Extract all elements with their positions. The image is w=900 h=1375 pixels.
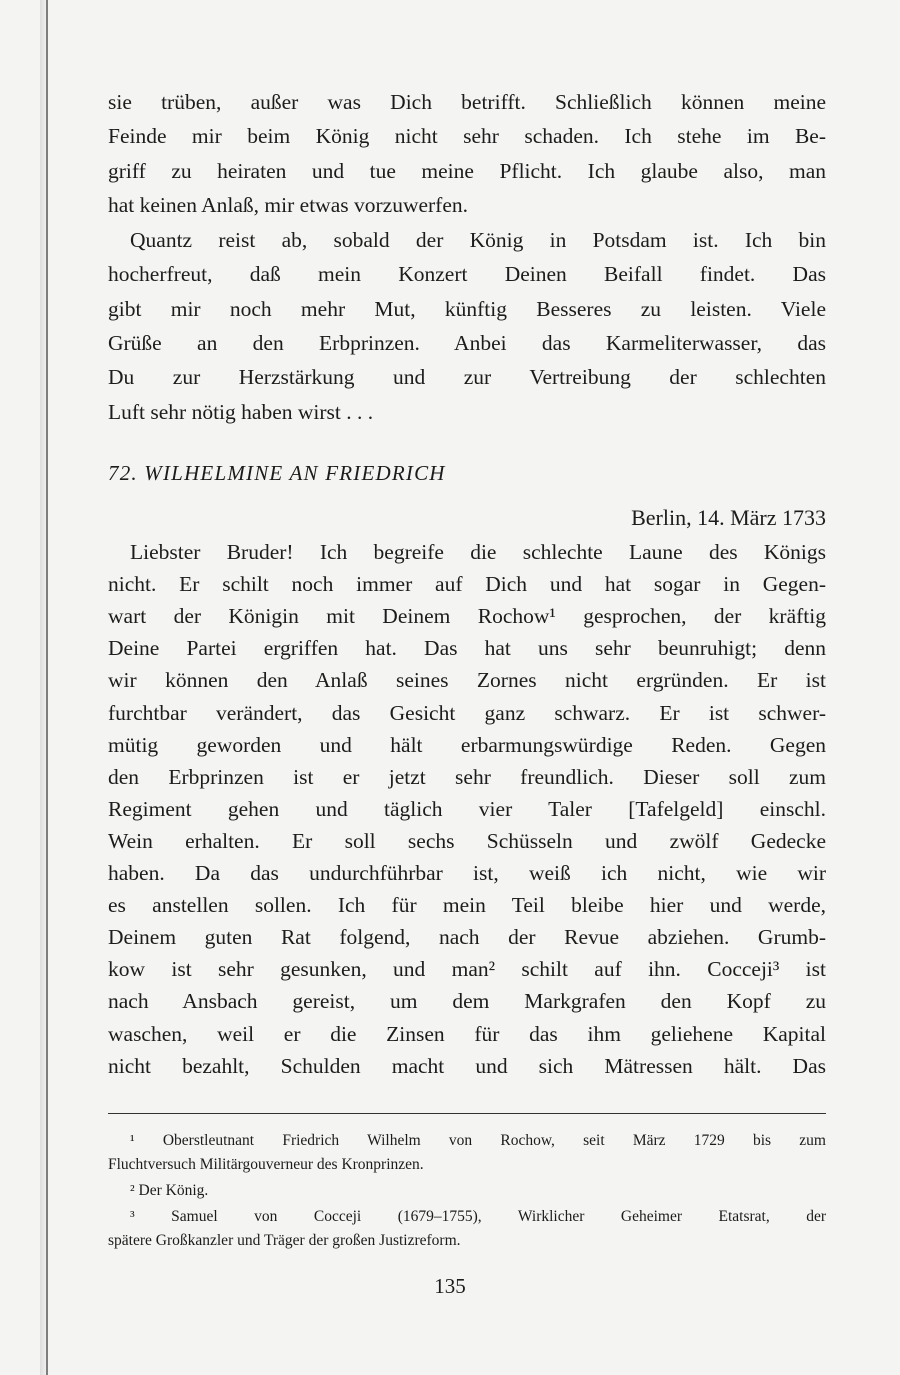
letter-line: furchtbar verändert, das Gesicht ganz schwarz. Er ist schwer- bbox=[108, 700, 826, 725]
text-line: griff zu heiraten und tue meine Pflicht. Ich glaube also, man bbox=[108, 158, 826, 183]
text-line: Grüße an den Erbprinzen. Anbei das Karmeliterwasser, das bbox=[108, 330, 826, 355]
text-line: Luft sehr nötig haben wirst . . . bbox=[108, 399, 374, 424]
footnote-line: Fluchtversuch Militärgouverneur des Kronprinzen. bbox=[108, 1156, 424, 1173]
footnote-rule bbox=[108, 1113, 826, 1114]
text-line: sie trüben, außer was Dich betrifft. Schließlich können meine bbox=[108, 90, 826, 114]
letter-line: mütig geworden und hält erbarmungswürdige Reden. Gegen bbox=[108, 732, 826, 757]
page-number: 135 bbox=[434, 1274, 466, 1298]
footnote-line: ² Der König. bbox=[130, 1182, 209, 1199]
letter-line: Deine Partei ergriffen hat. Das hat uns sehr beunruhigt; denn bbox=[108, 636, 826, 661]
letter-line: Liebster Bruder! Ich begreife die schlechte Laune des Königs bbox=[130, 540, 826, 564]
letter-line: Deinem guten Rat folgend, nach der Revue abziehen. Grumb- bbox=[108, 925, 826, 950]
letter-line: haben. Da das undurchführbar ist, weiß ich nicht, wie wir bbox=[108, 861, 826, 885]
letter-line: wart der Königin mit Deinem Rochow¹ gesprochen, der kräftig bbox=[108, 604, 826, 629]
letter-line: es anstellen sollen. Ich für mein Teil bleibe hier und werde, bbox=[108, 893, 826, 918]
text-line: hocherfreut, daß mein Konzert Deinen Beifall findet. Das bbox=[108, 262, 826, 287]
letter-line: Regiment gehen und täglich vier Taler [Tafelgeld] einschl. bbox=[108, 796, 826, 821]
letter-line: nicht bezahlt, Schulden macht und sich Mätressen hält. Das bbox=[108, 1053, 826, 1078]
letter-line: kow ist sehr gesunken, und man² schilt auf ihn. Cocceji³ ist bbox=[108, 957, 826, 982]
letter-line: wir können den Anlaß seines Zornes nicht ergründen. Er ist bbox=[108, 668, 826, 693]
letter-line: den Erbprinzen ist er jetzt sehr freundlich. Dieser soll zum bbox=[108, 764, 826, 789]
letter-line: waschen, weil er die Zinsen für das ihm geliehene Kapital bbox=[108, 1021, 826, 1046]
letter-heading: 72. WILHELMINE AN FRIEDRICH bbox=[108, 461, 446, 485]
footnote-line: ³ Samuel von Cocceji (1679–1755), Wirklicher Geheimer Etatsrat, der bbox=[130, 1208, 826, 1225]
text-line: hat keinen Anlaß, mir etwas vorzuwerfen. bbox=[108, 192, 468, 217]
text-line: Du zur Herzstärkung und zur Vertreibung der schlechten bbox=[108, 365, 826, 390]
text-line: Quantz reist ab, sobald der König in Potsdam ist. Ich bin bbox=[130, 228, 826, 252]
text-line: Feinde mir beim König nicht sehr schaden. Ich stehe im Be- bbox=[108, 124, 826, 149]
letter-line: Wein erhalten. Er soll sechs Schüsseln und zwölf Gedecke bbox=[108, 828, 826, 853]
footnote-line: spätere Großkanzler und Träger der großen Justizreform. bbox=[108, 1232, 461, 1249]
letter-line: nach Ansbach gereist, um dem Markgrafen den Kopf zu bbox=[108, 989, 826, 1014]
text-line: gibt mir noch mehr Mut, künftig Besseres zu leisten. Viele bbox=[108, 296, 826, 321]
letter-dateline: Berlin, 14. März 1733 bbox=[631, 505, 826, 530]
letter-line: nicht. Er schilt noch immer auf Dich und hat sogar in Gegen- bbox=[108, 572, 826, 597]
footnote-line: ¹ Oberstleutnant Friedrich Wilhelm von Rochow, seit März 1729 bis zum bbox=[130, 1132, 826, 1149]
book-binding-edge bbox=[46, 0, 48, 1375]
